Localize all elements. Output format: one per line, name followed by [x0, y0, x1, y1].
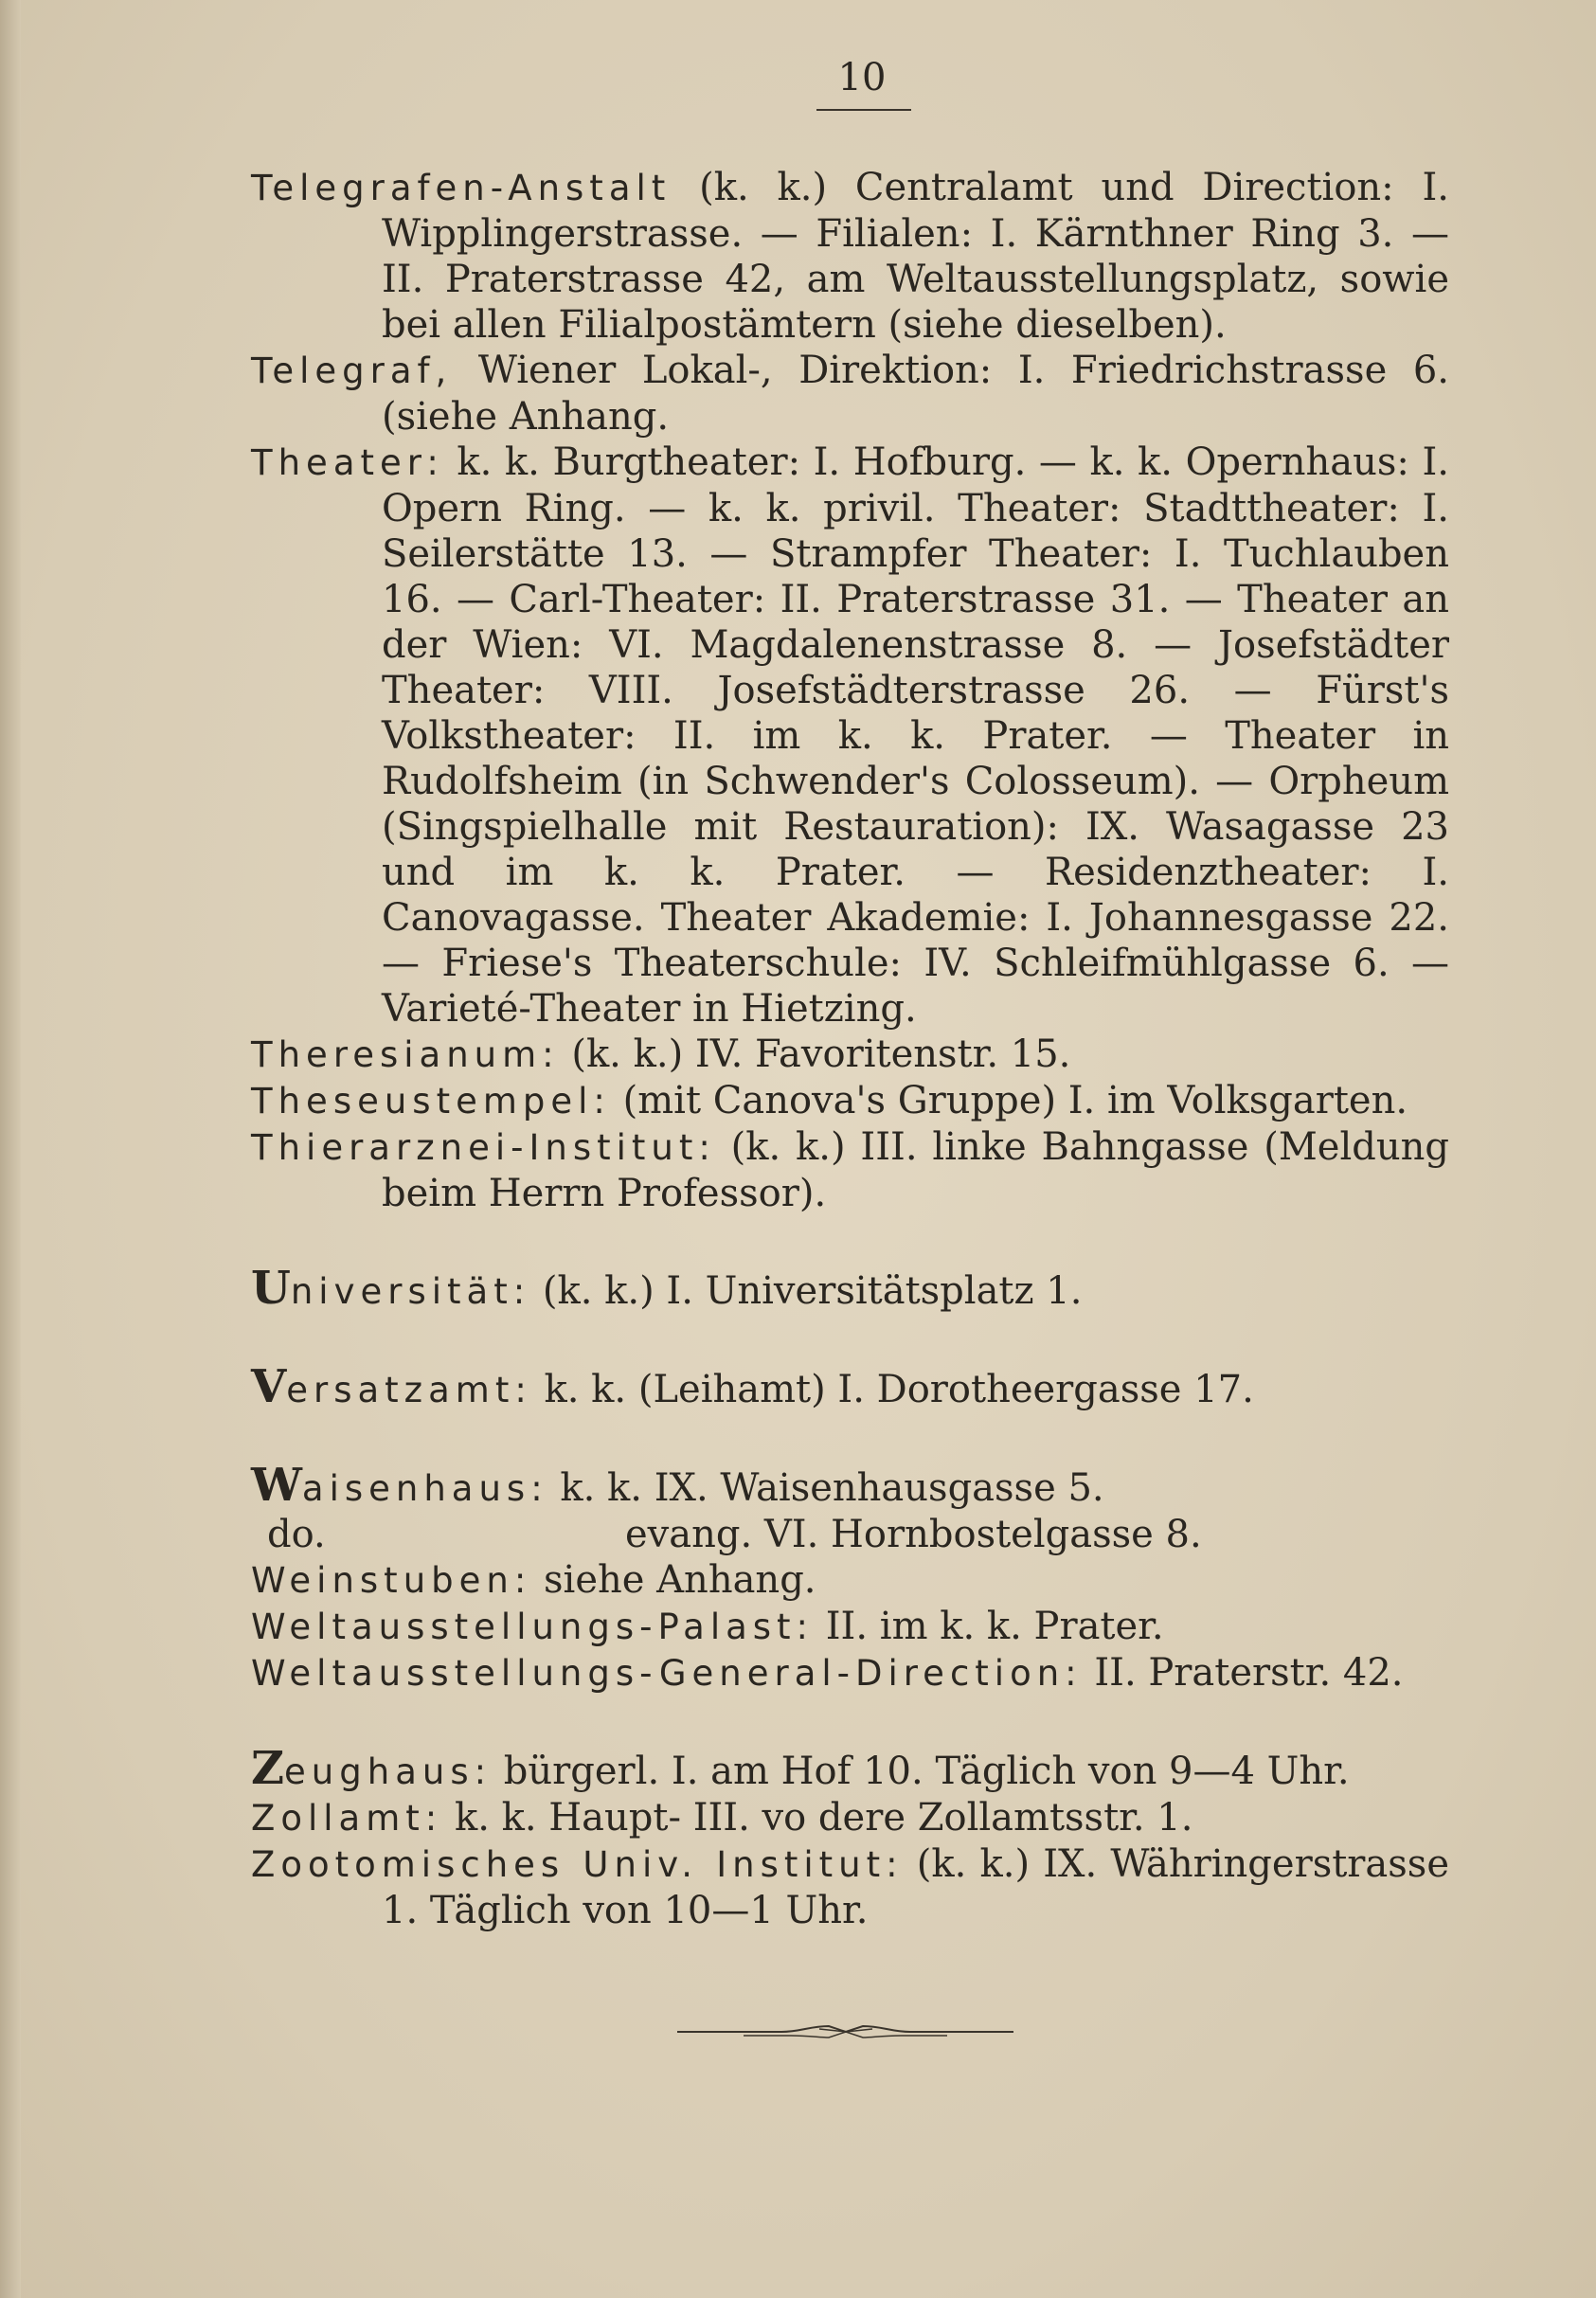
entry-text: siehe Anhang. — [531, 1558, 816, 1602]
entry-text: k. k. Burgtheater: I. Hofburg. — k. k. Opernhaus: I. Opern Ring. — k. k. privil. Theater: Stadttheater: I. Seilerstätte 13. — Strampfer Theater: I. Tuchlauben 16. — Carl-Theater: II. Praterstrasse 31. — Theater an der Wien: VI. Magdalenenstrasse 8. — Josefstädter Theater: VIII. Josefstädterstrasse 26. — Fürst's Volkstheater: II. im k. k. Prater. — Theater in Rudolfsheim (in Schwender's Colosseum). — Orpheum (Singspielhalle mit Restauration): IX. Wasagasse 23 und im k. k. Prater. — Residenztheater: I. Canovagasse. Theater Akademie: I. Johannesgasse 22. — Friese's Theaterschule: IV. Schleifmühlgasse 6. — Varieté-Theater in Hietzing. — [382, 440, 1449, 1031]
entry-text: (mit Canova's Gruppe) I. im Volksgarten. — [610, 1079, 1408, 1122]
entry-heading: Zollamt: — [251, 1798, 443, 1839]
entry-text: bürgerl. I. am Hof 10. Täglich von 9—4 Uhr. — [492, 1750, 1350, 1793]
entry-text: k. k. Haupt- III. vo dere Zollamtsstr. 1. — [442, 1796, 1193, 1840]
entry-text: k. k. (Leihamt) I. Dorotheergasse 17. — [531, 1368, 1254, 1411]
entry-text: Wiener Lokal-, Direktion: I. Friedrichstrasse 6. (siehe Anhang. — [382, 349, 1449, 439]
list-item — [251, 1262, 1449, 1315]
list-item — [251, 1360, 1449, 1413]
list-item — [251, 1078, 1449, 1124]
list-item — [251, 348, 1449, 440]
entry-heading: Telegrafen-Anstalt — [251, 168, 672, 208]
page-number-rule — [816, 109, 911, 111]
entry-heading: Weltausstellungs-General-Direction: — [251, 1653, 1083, 1694]
entry-heading: Theresianum: — [251, 1034, 560, 1075]
list-item — [251, 1650, 1449, 1697]
page-gutter — [0, 0, 21, 2298]
entry-text: (k. k.) III. linke Bahngasse (Meldung beim Herrn Professor). — [382, 1125, 1449, 1215]
entry-heading: ersatzamt: — [286, 1370, 532, 1410]
ditto-mark: do. — [267, 1513, 326, 1556]
entry-heading: Thierarznei-Institut: — [251, 1127, 716, 1168]
list-item — [251, 1604, 1449, 1650]
list-item — [251, 1459, 1449, 1512]
list-item — [251, 1795, 1449, 1841]
list-item — [251, 1742, 1449, 1795]
entry-text: (k. k.) IX. Währingerstrasse 1. Täglich von 10—1 Uhr. — [382, 1842, 1449, 1932]
list-item — [251, 165, 1449, 348]
entry-heading: Zootomisches Univ. Institut: — [251, 1844, 904, 1885]
entry-text: (k. k.) I. Universitätsplatz 1. — [530, 1269, 1083, 1313]
entry-text: II. im k. k. Prater. — [814, 1605, 1164, 1648]
page-number: 10 — [837, 56, 887, 99]
initial-letter: Z — [251, 1742, 285, 1795]
list-item — [251, 1512, 1449, 1557]
entry-text: k. k. IX. Waisenhausgasse 5. — [547, 1466, 1104, 1510]
entry-heading: niversität: — [290, 1271, 531, 1312]
end-ornament-icon — [677, 2018, 1013, 2046]
entry-heading: aisenhaus: — [301, 1468, 548, 1509]
entry-heading: Weltausstellungs-Palast: — [251, 1607, 815, 1647]
list-item — [251, 1841, 1449, 1933]
initial-letter: V — [251, 1360, 287, 1413]
list-item — [251, 440, 1449, 1032]
initial-letter: U — [251, 1262, 291, 1315]
list-item — [251, 1032, 1449, 1078]
directory-list — [251, 165, 1449, 1933]
entry-heading: Theater: — [251, 442, 444, 483]
initial-letter: W — [251, 1459, 302, 1512]
entry-text: II. Praterstr. 42. — [1082, 1651, 1404, 1695]
list-item — [251, 1124, 1449, 1216]
entry-heading: Theseustempel: — [251, 1081, 611, 1122]
entry-heading: Telegraf, — [251, 350, 453, 391]
entry-text: (k. k.) Centralamt und Direction: I. Wipplingerstrasse. — Filialen: I. Kärnthner Ring 3. — II. Praterstrasse 42, am Weltausstellungsplatz, sowie bei allen Filialpostämtern (siehe dieselben). — [382, 166, 1449, 347]
entry-text: evang. VI. Hornbostelgasse 8. — [625, 1513, 1202, 1556]
list-item — [251, 1557, 1449, 1604]
entry-heading: Weinstuben: — [251, 1560, 532, 1601]
entry-heading: eughaus: — [284, 1751, 493, 1792]
entry-text: (k. k.) IV. Favoritenstr. 15. — [559, 1032, 1071, 1076]
